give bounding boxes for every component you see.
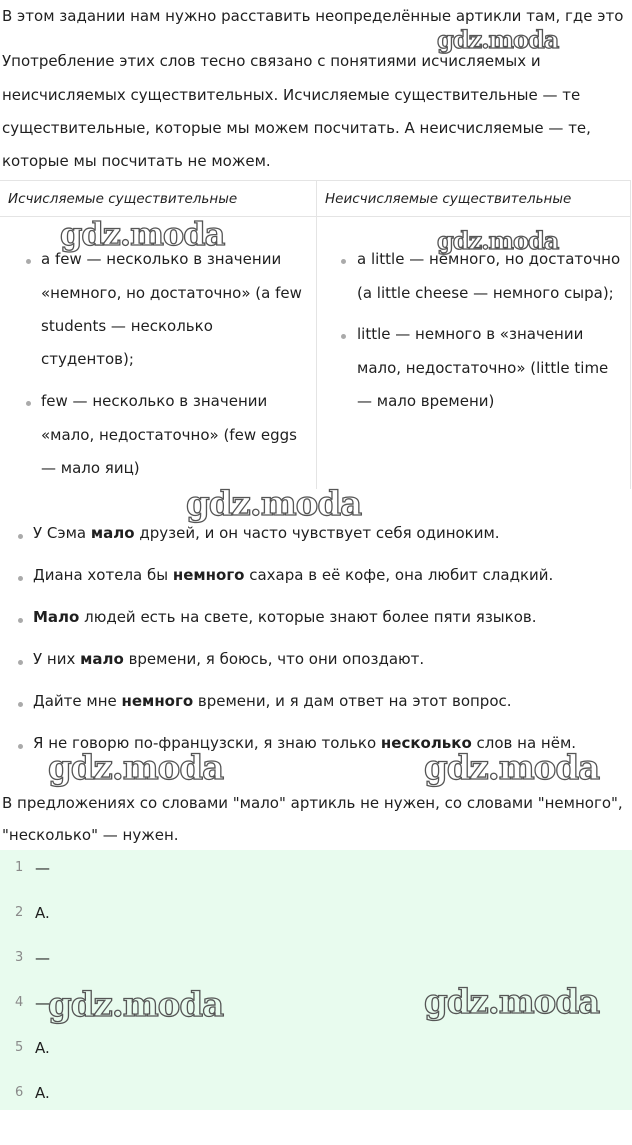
- table-header-uncountable: Неисчисляемые существительные: [316, 181, 631, 217]
- list-item: Я не говорю по-французски, я знаю только несколько слов на нём.: [33, 734, 577, 752]
- table-cell-line: students — несколько: [41, 317, 213, 335]
- column-divider: [316, 217, 317, 489]
- watermark-logo: gdz.moda: [437, 25, 559, 54]
- table-cell-line: мало, недостаточно» (little time: [357, 359, 609, 377]
- watermark-logo: gdz.moda: [437, 226, 559, 255]
- table-cell-line: a few — несколько в значении: [41, 250, 282, 268]
- intro-line: неисчисляемых существительных. Исчисляемые существительные — те: [2, 86, 581, 104]
- intro-line: существительные, которые мы можем посчитать. А неисчисляемые — те,: [2, 119, 591, 137]
- watermark-logo: gdz.moda: [424, 748, 600, 788]
- table-cell-line: — мало яиц): [41, 459, 140, 477]
- bullet-icon: [18, 744, 23, 749]
- list-item: Мало людей есть на свете, которые знают более пяти языков.: [33, 608, 537, 626]
- table-header-countable: Исчисляемые существительные: [0, 181, 316, 217]
- answer-value: A.: [35, 1084, 50, 1102]
- table-cell-line: few — несколько в значении: [41, 392, 268, 410]
- bullet-icon: [341, 259, 346, 264]
- list-item: У Сэма мало друзей, и он часто чувствует себя одиноким.: [33, 524, 500, 542]
- answer-value: —: [35, 994, 50, 1012]
- intro-line: которые мы посчитать не можем.: [2, 152, 271, 170]
- conclusion-line: В предложениях со словами "мало" артикль не нужен, со словами "немного",: [2, 794, 623, 812]
- intro-line: Употребление этих слов тесно связано с понятиями исчисляемых и: [2, 52, 541, 70]
- table-cell-line: «немного, но достаточно» (a few: [41, 284, 302, 302]
- bullet-icon: [18, 618, 23, 623]
- answer-value: A.: [35, 1039, 50, 1057]
- column-divider: [630, 217, 631, 489]
- conclusion-line: "несколько" — нужен.: [2, 826, 179, 844]
- answer-number: 3: [15, 950, 24, 965]
- table-cell-line: little — немного в «значении: [357, 325, 584, 343]
- bullet-icon: [18, 534, 23, 539]
- watermark-logo: gdz.moda: [424, 982, 600, 1022]
- answer-value: A.: [35, 904, 50, 922]
- answers-block: [0, 850, 632, 1110]
- watermark-logo: gdz.moda: [48, 985, 224, 1025]
- table-cell-line: a little — немного, но достаточно: [357, 250, 621, 268]
- list-item: Диана хотела бы немного сахара в её кофе, она любит сладкий.: [33, 566, 554, 584]
- bullet-icon: [18, 660, 23, 665]
- watermark-logo: gdz.moda: [186, 484, 362, 524]
- answer-number: 4: [15, 995, 24, 1010]
- bullet-icon: [18, 576, 23, 581]
- bullet-icon: [18, 702, 23, 707]
- watermark-logo: gdz.moda: [60, 215, 225, 253]
- intro-line: В этом задании нам нужно расставить неопределённые артикли там, где это: [2, 7, 624, 25]
- answer-number: 1: [15, 860, 24, 875]
- bullet-icon: [341, 334, 346, 339]
- answer-number: 5: [15, 1040, 24, 1055]
- table-cell-line: студентов);: [41, 350, 134, 368]
- bullet-icon: [26, 401, 31, 406]
- watermark-logo: gdz.moda: [48, 748, 224, 788]
- bullet-icon: [26, 259, 31, 264]
- list-item: У них мало времени, я боюсь, что они опоздают.: [33, 650, 425, 668]
- answer-number: 2: [15, 905, 24, 920]
- list-item: Дайте мне немного времени, и я дам ответ на этот вопрос.: [33, 692, 512, 710]
- table-cell-line: (a little cheese — немного сыра);: [357, 284, 614, 302]
- answer-number: 6: [15, 1085, 24, 1100]
- answer-value: —: [35, 859, 50, 877]
- answer-value: —: [35, 949, 50, 967]
- table-cell-line: — мало времени): [357, 392, 495, 410]
- table-cell-line: «мало, недостаточно» (few eggs: [41, 426, 297, 444]
